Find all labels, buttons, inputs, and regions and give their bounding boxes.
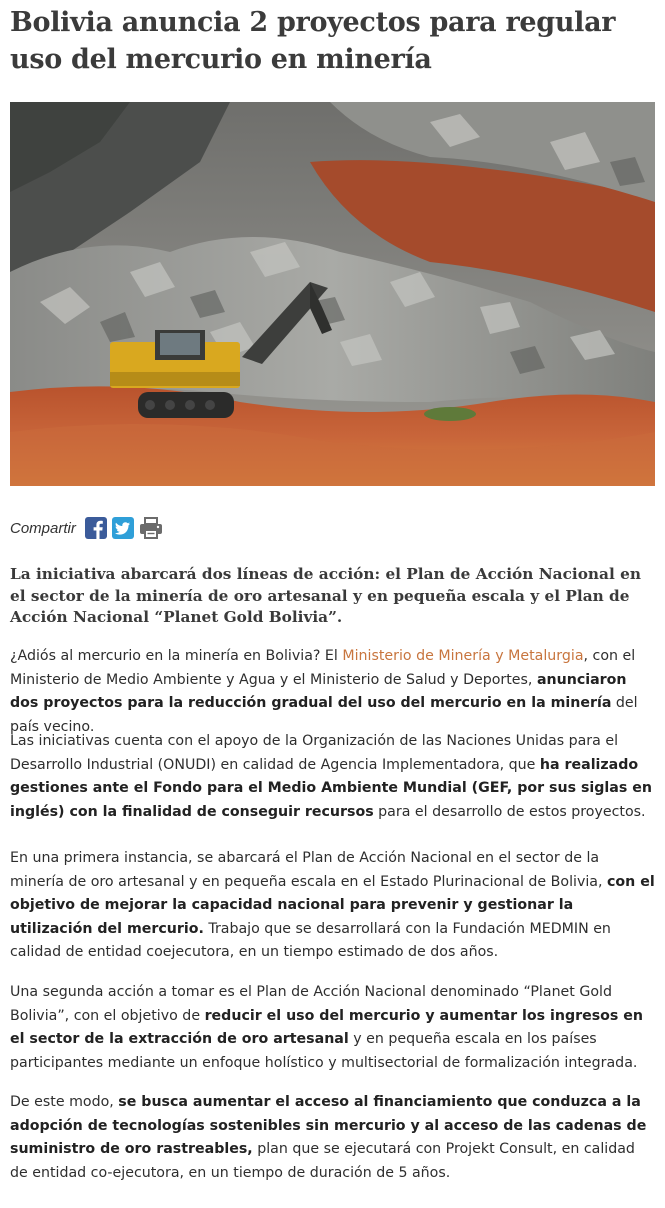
paragraph-1-text-c: del país vecino.: [10, 695, 638, 735]
paragraph-2-text-b: para el desarrollo de estos proyectos.: [373, 803, 646, 820]
twitter-icon[interactable]: [112, 517, 134, 539]
share-bar: [10, 514, 163, 542]
paragraph-3-text-b: Trabajo que se desarrollará con la Fundación MEDMIN en calidad de entidad coejecutora, en un tiempo estimado de dos años.: [10, 920, 611, 960]
paragraph-4-text-a: Una segunda acción a tomar es el Plan de Acción Nacional denominado “Planet Gold Bolivia”, con el objetivo de: [10, 984, 612, 1024]
paragraph-5-bold: se busca aumentar el acceso al financiamiento que conduzca a la adopción de tecnologías sostenibles sin mercurio y al acceso de las cadenas de suministro de oro rastreables,: [10, 1094, 647, 1157]
quarry-excavator-picture: [10, 102, 655, 486]
facebook-icon[interactable]: [85, 517, 107, 539]
paragraph-1-text-a: ¿Adiós al mercurio en la minería en Bolivia? El: [10, 648, 343, 664]
print-icon[interactable]: [139, 517, 163, 539]
share-label: Compartir: [10, 519, 76, 537]
paragraph-1-text-b: , con el Ministerio de Medio Ambiente y Agua y el Ministerio de Salud y Deportes,: [10, 648, 636, 688]
paragraph-4: [10, 981, 655, 1075]
paragraph-2: [10, 730, 655, 824]
paragraph-1: [10, 645, 655, 739]
article-title: Bolivia anuncia 2 proyectos para regular uso del mercurio en minería: [10, 7, 616, 75]
hero-image: [10, 102, 655, 486]
paragraph-1-bold: anunciaron dos proyectos para la reducción gradual del uso del mercurio en la minería: [10, 671, 627, 711]
paragraph-4-text-b: y en pequeña escala en los países participantes mediante un enfoque holístico y multisectorial de formalización integrada.: [10, 1031, 638, 1071]
paragraph-5: [10, 1091, 655, 1185]
ministry-link[interactable]: Ministerio de Minería y Metalurgia: [342, 648, 584, 664]
paragraph-4-bold: reducir el uso del mercurio y aumentar los ingresos en el sector de la extracción de oro artesanal: [10, 1007, 644, 1047]
paragraph-2-bold: ha realizado gestiones ante el Fondo para el Medio Ambiente Mundial (GEF, por sus siglas en inglés) con la finalidad de conseguir recursos: [10, 756, 652, 820]
paragraph-3-bold: con el objetivo de mejorar la capacidad nacional para prevenir y gestionar la utilización del mercurio.: [10, 873, 655, 937]
paragraph-3-text-a: En una primera instancia, se abarcará el Plan de Acción Nacional en el sector de la minería de oro artesanal y en pequeña escala en el Estado Plurinacional de Bolivia,: [10, 850, 608, 890]
paragraph-5-text-a: De este modo,: [10, 1094, 119, 1110]
paragraph-2-text-a: Las iniciativas cuenta con el apoyo de la Organización de las Naciones Unidas para el Desarrollo Industrial (ONUDI) en calidad de Agencia Implementadora, que: [10, 733, 619, 773]
article-lead: La iniciativa abarcará dos líneas de acción: el Plan de Acción Nacional en el sector de la minería de oro artesanal y en pequeña escala y el Plan de Acción Nacional “Planet Gold Bolivia”.: [10, 565, 641, 626]
paragraph-3: [10, 847, 655, 965]
paragraph-5-text-b: plan que se ejecutará con Projekt Consult, en calidad de entidad co-ejecutora, en un tiempo de duración de 5 años.: [10, 1141, 635, 1181]
